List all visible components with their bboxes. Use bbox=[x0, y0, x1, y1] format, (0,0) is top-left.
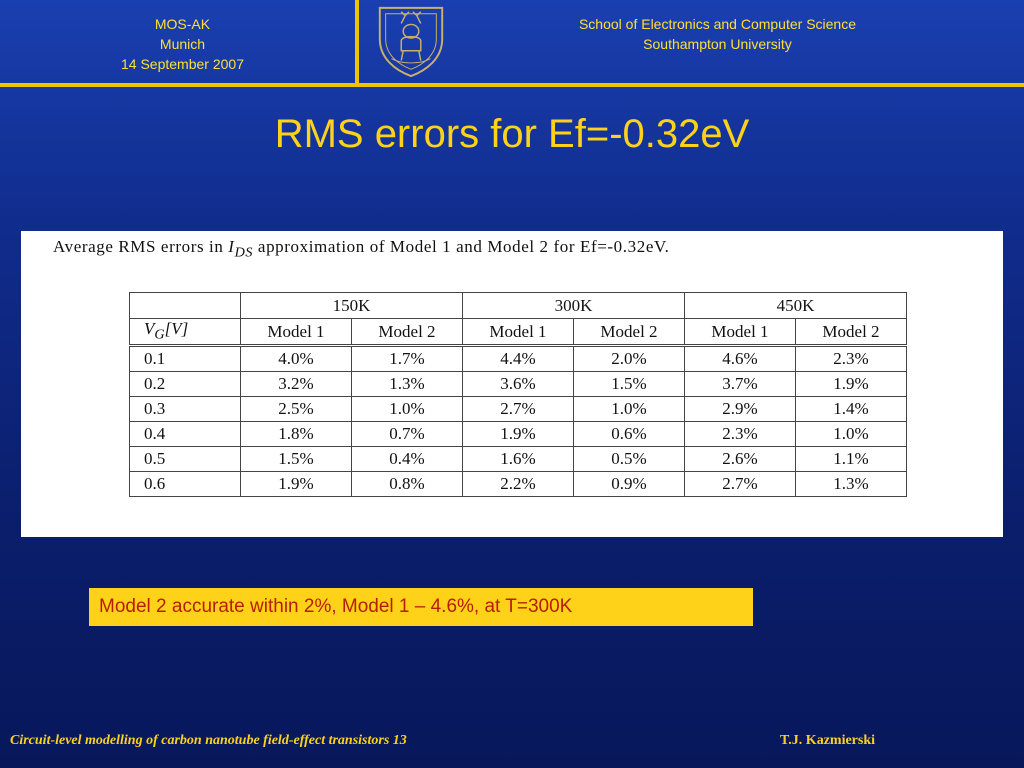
model-header: Model 1 bbox=[241, 319, 352, 346]
conference-date: 14 September 2007 bbox=[121, 56, 244, 72]
error-cell: 3.7% bbox=[685, 372, 796, 397]
error-cell: 1.0% bbox=[796, 422, 907, 447]
model-header: Model 2 bbox=[574, 319, 685, 346]
error-cell: 3.6% bbox=[463, 372, 574, 397]
corner-cell bbox=[130, 293, 241, 319]
error-cell: 1.9% bbox=[796, 372, 907, 397]
header-left-block bbox=[100, 14, 265, 74]
school-name: School of Electronics and Computer Science bbox=[578, 16, 857, 32]
table-panel bbox=[21, 231, 1003, 537]
vg-cell: 0.5 bbox=[130, 447, 241, 472]
error-cell: 2.7% bbox=[685, 472, 796, 497]
university-name: Southampton University bbox=[643, 36, 792, 52]
error-cell: 2.9% bbox=[685, 397, 796, 422]
temperature-header-row bbox=[130, 293, 907, 319]
error-cell: 1.7% bbox=[352, 346, 463, 372]
table-row bbox=[130, 422, 907, 447]
caption-text: Average RMS errors in $I_{DS}$ approximation of Model 1 and Model 2 for Ef=-0.32eV. bbox=[53, 237, 670, 261]
table-row bbox=[130, 447, 907, 472]
model-header: Model 1 bbox=[685, 319, 796, 346]
error-cell: 0.4% bbox=[352, 447, 463, 472]
model-header: Model 2 bbox=[352, 319, 463, 346]
vg-cell: 0.6 bbox=[130, 472, 241, 497]
vg-cell: 0.2 bbox=[130, 372, 241, 397]
vg-cell: 0.3 bbox=[130, 397, 241, 422]
error-cell: 2.0% bbox=[574, 346, 685, 372]
footer-title: Circuit-level modelling of carbon nanotube field-effect transistors 13 bbox=[10, 733, 407, 748]
error-cell: 1.3% bbox=[796, 472, 907, 497]
error-cell: 2.5% bbox=[241, 397, 352, 422]
error-cell: 1.0% bbox=[352, 397, 463, 422]
footer-author: T.J. Kazmierski bbox=[780, 733, 876, 748]
error-cell: 4.0% bbox=[241, 346, 352, 372]
header-horizontal-divider bbox=[0, 83, 1024, 87]
error-cell: 4.6% bbox=[685, 346, 796, 372]
slide-title: RMS errors for Ef=-0.32eV bbox=[274, 112, 750, 156]
error-cell: 1.9% bbox=[241, 472, 352, 497]
error-cell: 0.7% bbox=[352, 422, 463, 447]
vg-cell: 0.1 bbox=[130, 346, 241, 372]
error-cell: 2.7% bbox=[463, 397, 574, 422]
vg-cell: 0.4 bbox=[130, 422, 241, 447]
error-cell: 1.0% bbox=[574, 397, 685, 422]
error-cell: 4.4% bbox=[463, 346, 574, 372]
error-cell: 1.5% bbox=[574, 372, 685, 397]
model-header: Model 1 bbox=[463, 319, 574, 346]
table-caption bbox=[53, 237, 998, 261]
error-cell: 0.9% bbox=[574, 472, 685, 497]
error-cell: 1.4% bbox=[796, 397, 907, 422]
error-cell: 1.3% bbox=[352, 372, 463, 397]
error-cell: 1.1% bbox=[796, 447, 907, 472]
error-cell: 2.3% bbox=[796, 346, 907, 372]
error-cell: 1.5% bbox=[241, 447, 352, 472]
error-cell: 0.6% bbox=[574, 422, 685, 447]
error-cell: 1.9% bbox=[463, 422, 574, 447]
error-cell: 0.5% bbox=[574, 447, 685, 472]
model-header-row bbox=[130, 319, 907, 346]
model-header: Model 2 bbox=[796, 319, 907, 346]
error-cell: 1.6% bbox=[463, 447, 574, 472]
table-row bbox=[130, 346, 907, 372]
error-cell: 2.3% bbox=[685, 422, 796, 447]
conference-name: MOS-AK bbox=[154, 16, 211, 32]
note-box: Model 2 accurate within 2%, Model 1 – 4.6%, at T=300K bbox=[89, 588, 753, 626]
table-row bbox=[130, 397, 907, 422]
conference-location: Munich bbox=[159, 36, 206, 52]
table-row bbox=[130, 372, 907, 397]
error-cell: 1.8% bbox=[241, 422, 352, 447]
error-cell: 3.2% bbox=[241, 372, 352, 397]
rms-error-table bbox=[129, 292, 907, 497]
temperature-header: 300K bbox=[463, 293, 685, 319]
vg-header: $V_G[V]$ bbox=[130, 319, 241, 346]
error-cell: 2.6% bbox=[685, 447, 796, 472]
header-right-block bbox=[540, 14, 895, 54]
university-crest-icon bbox=[372, 2, 450, 80]
error-cell: 0.8% bbox=[352, 472, 463, 497]
temperature-header: 450K bbox=[685, 293, 907, 319]
temperature-header: 150K bbox=[241, 293, 463, 319]
table-row bbox=[130, 472, 907, 497]
error-cell: 2.2% bbox=[463, 472, 574, 497]
header-vertical-divider bbox=[355, 0, 359, 86]
